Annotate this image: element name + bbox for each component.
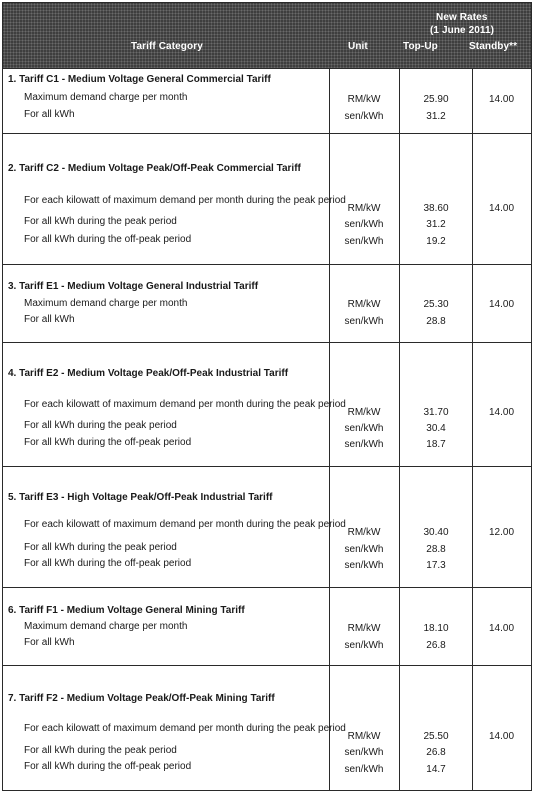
tariff-row-desc: For all kWh during the off-peak period [24, 437, 192, 448]
tariff-row-topup: 31.2 [426, 219, 446, 230]
tariff-row-desc: Maximum demand charge per month [24, 92, 188, 103]
tariff-row-unit: RM/kW [347, 527, 381, 538]
tariff-title: 5. Tariff E3 - High Voltage Peak/Off-Peak Industrial Tariff [8, 492, 273, 503]
tariff-row-desc: For each kilowatt of maximum demand per month during the peak period [24, 399, 346, 410]
tariff-row-topup: 17.3 [426, 560, 446, 571]
tariff-title: 6. Tariff F1 - Medium Voltage General Mining Tariff [8, 605, 245, 616]
tariff-row-desc: For each kilowatt of maximum demand per month during the peak period [24, 723, 346, 734]
tariff-row-topup: 14.7 [426, 764, 446, 775]
tariff-row-unit: sen/kWh [344, 560, 384, 571]
tariff-row-desc: For all kWh [24, 637, 75, 648]
tariff-row-topup: 18.10 [423, 623, 449, 634]
tariff-row-unit: sen/kWh [344, 316, 384, 327]
tariff-row-unit: RM/kW [347, 731, 381, 742]
header-standby: Standby** [469, 41, 518, 52]
tariff-row-topup: 38.60 [423, 203, 449, 214]
tariff-row-unit: sen/kWh [344, 439, 384, 450]
tariff-row-unit: sen/kWh [344, 747, 384, 758]
row-divider [3, 466, 531, 467]
row-divider [3, 665, 531, 666]
tariff-title: 7. Tariff F2 - Medium Voltage Peak/Off-Peak Mining Tariff [8, 693, 275, 704]
tariff-row-topup: 26.8 [426, 640, 446, 651]
tariff-row-unit: sen/kWh [344, 219, 384, 230]
tariff-row-unit: RM/kW [347, 623, 381, 634]
tariff-title: 1. Tariff C1 - Medium Voltage General Commercial Tariff [8, 74, 271, 85]
tariff-row-topup: 25.30 [423, 299, 449, 310]
tariff-row-unit: RM/kW [347, 94, 381, 105]
tariff-row-desc: For all kWh during the off-peak period [24, 761, 192, 772]
table-header [3, 3, 531, 69]
tariff-row-topup: 28.8 [426, 544, 446, 555]
header-new-rates: New Rates [436, 12, 488, 23]
tariff-row-topup: 30.4 [426, 423, 446, 434]
tariff-row-desc: For all kWh during the off-peak period [24, 558, 192, 569]
tariff-row-desc: For all kWh during the off-peak period [24, 234, 192, 245]
tariff-standby: 14.00 [488, 731, 515, 742]
row-divider [3, 133, 531, 134]
tariff-row-topup: 31.70 [423, 407, 449, 418]
tariff-standby: 14.00 [488, 407, 515, 418]
row-divider [3, 342, 531, 343]
header-topup: Top-Up [403, 41, 438, 52]
tariff-row-desc: For all kWh during the peak period [24, 542, 177, 553]
tariff-table [2, 2, 532, 791]
tariff-row-desc: For all kWh during the peak period [24, 420, 177, 431]
tariff-row-topup: 25.90 [423, 94, 449, 105]
tariff-standby: 14.00 [488, 94, 515, 105]
tariff-title: 3. Tariff E1 - Medium Voltage General Industrial Tariff [8, 281, 259, 292]
tariff-row-topup: 18.7 [426, 439, 446, 450]
header-unit: Unit [348, 41, 368, 52]
tariff-title: 4. Tariff E2 - Medium Voltage Peak/Off-Peak Industrial Tariff [8, 368, 289, 379]
tariff-row-unit: RM/kW [347, 203, 381, 214]
tariff-standby: 14.00 [488, 623, 515, 634]
tariff-standby: 14.00 [488, 299, 515, 310]
tariff-standby: 14.00 [488, 203, 515, 214]
row-divider [3, 587, 531, 588]
tariff-row-topup: 26.8 [426, 747, 446, 758]
tariff-title: 2. Tariff C2 - Medium Voltage Peak/Off-Peak Commercial Tariff [8, 163, 301, 174]
tariff-row-unit: sen/kWh [344, 111, 384, 122]
row-divider [3, 264, 531, 265]
tariff-standby: 12.00 [488, 527, 515, 538]
tariff-row-unit: RM/kW [347, 407, 381, 418]
tariff-row-unit: sen/kWh [344, 423, 384, 434]
tariff-row-unit: sen/kWh [344, 544, 384, 555]
tariff-row-unit: sen/kWh [344, 640, 384, 651]
tariff-row-topup: 19.2 [426, 236, 446, 247]
tariff-row-unit: sen/kWh [344, 764, 384, 775]
tariff-row-topup: 28.8 [426, 316, 446, 327]
tariff-row-desc: For each kilowatt of maximum demand per month during the peak period [24, 519, 346, 530]
tariff-row-topup: 25.50 [423, 731, 449, 742]
tariff-row-unit: RM/kW [347, 299, 381, 310]
header-new-rates-date: (1 June 2011) [430, 25, 495, 36]
tariff-row-desc: Maximum demand charge per month [24, 298, 188, 309]
tariff-row-unit: sen/kWh [344, 236, 384, 247]
column-divider-standby [472, 68, 473, 790]
tariff-row-topup: 30.40 [423, 527, 449, 538]
tariff-row-desc: Maximum demand charge per month [24, 621, 188, 632]
tariff-row-desc: For all kWh [24, 109, 75, 120]
tariff-row-topup: 31.2 [426, 111, 446, 122]
tariff-row-desc: For each kilowatt of maximum demand per month during the peak period [24, 195, 346, 206]
tariff-row-desc: For all kWh during the peak period [24, 745, 177, 756]
tariff-row-desc: For all kWh [24, 314, 75, 325]
tariff-row-desc: For all kWh during the peak period [24, 216, 177, 227]
header-tariff-category: Tariff Category [131, 41, 203, 52]
